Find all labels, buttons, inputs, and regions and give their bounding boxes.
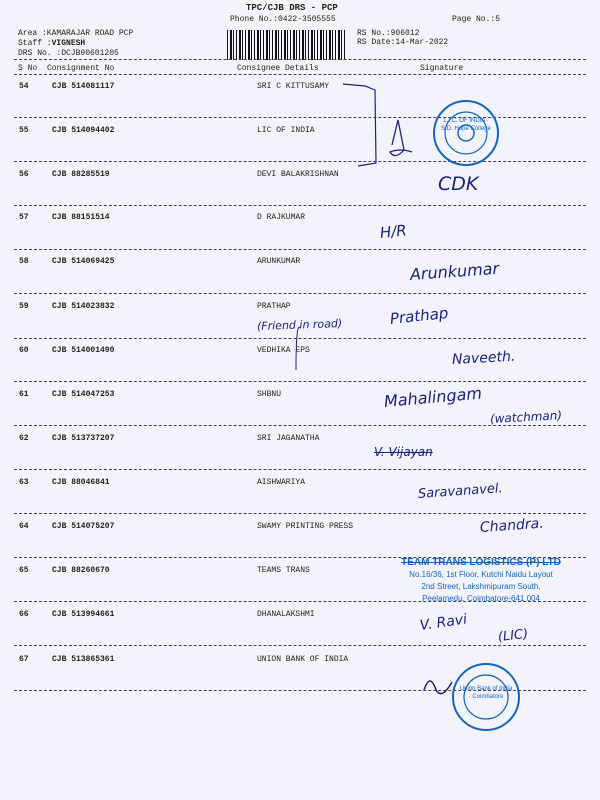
row-sno: 63	[19, 478, 29, 487]
row-consignee: SRI JAGANATHA	[257, 434, 320, 443]
signature-58: Arunkumar	[409, 258, 500, 284]
row-consignment: CJB 514075207	[52, 522, 115, 531]
area-field: Area :KAMARAJAR ROAD PCP	[18, 29, 134, 38]
row-consignee: SRI C KITTUSAMY	[257, 82, 330, 91]
row-consignee: SHBNU	[257, 390, 282, 399]
row-sno: 66	[19, 610, 29, 619]
row-consignee: LIC OF INDIA	[257, 126, 315, 135]
row-consignment: CJB 514001490	[52, 346, 115, 355]
row-consignment: CJB 514069425	[52, 257, 115, 266]
row-consignment: CJB 88151514	[52, 213, 110, 222]
staff-label: Staff :	[18, 39, 52, 48]
row-consignee: PRATHAP	[257, 302, 291, 311]
row-consignment: CJB 88046841	[52, 478, 110, 487]
row-sno: 67	[19, 655, 29, 664]
row-consignment: CJB 514023832	[52, 302, 115, 311]
row-sno: 59	[19, 302, 29, 311]
phone-number: Phone No.:0422-3505555	[230, 15, 336, 24]
row-consignment: CJB 514047253	[52, 390, 115, 399]
row-consignment: CJB 514081117	[52, 82, 115, 91]
signature-59-note: (Friend in road)	[256, 317, 343, 333]
signature-61-note: (watchman)	[489, 408, 563, 426]
col-header-consignee: Consignee Details	[237, 64, 319, 73]
row-consignment: CJB 513737207	[52, 434, 115, 443]
signature-stroke	[296, 327, 300, 370]
signature-mark	[424, 681, 452, 694]
row-consignee: AISHWARIYA	[257, 478, 306, 487]
row-sno: 57	[19, 213, 29, 222]
row-consignee: DHANALAKSHMI	[257, 610, 315, 619]
signature-bracket	[343, 84, 376, 166]
rs-number: RS No.:906012	[357, 29, 420, 38]
row-sno: 56	[19, 170, 29, 179]
row-consignee: DEVI BALAKRISHNAN	[257, 170, 339, 179]
page-number: Page No.:5	[452, 15, 501, 24]
row-sno: 61	[19, 390, 29, 399]
signature-56: CDK	[438, 173, 479, 195]
signature-60: Naveeth.	[451, 348, 516, 368]
row-consignee: TEAMS TRANS	[257, 566, 310, 575]
row-sno: 54	[19, 82, 29, 91]
row-sno: 60	[19, 346, 29, 355]
row-consignee: SWAMY PRINTING PRESS	[257, 522, 354, 531]
company-stamp-address-2: 2nd Street, Lakshmipuram South,	[421, 582, 541, 591]
row-consignment: CJB 88260670	[52, 566, 110, 575]
signature-63: Saravanavel.	[417, 481, 504, 502]
row-consignment: CJB 513865361	[52, 655, 115, 664]
signature-66-note: (LIC)	[497, 626, 529, 645]
signature-62: V. Vijayan	[374, 445, 433, 459]
bank-stamp-text: Union Bank of India · Coimbatore	[459, 686, 513, 700]
drs-number: DRS No. :DCJB90601205	[18, 49, 119, 58]
signature-64: Chandra.	[479, 515, 545, 536]
row-sno: 62	[19, 434, 29, 443]
company-stamp-address-3: Peelamedu, Coimbatore-641 004	[422, 594, 540, 603]
row-sno: 55	[19, 126, 29, 135]
lic-stamp-outer	[434, 101, 498, 165]
row-consignee: VEDHIKA EPS	[257, 346, 310, 355]
col-header-sno: S No	[18, 64, 38, 73]
row-consignee: ARUNKUMAR	[257, 257, 301, 266]
row-consignee: UNION BANK OF INDIA	[257, 655, 349, 664]
signature-mark	[390, 120, 412, 156]
row-consignment: CJB 88285519	[52, 170, 110, 179]
signature-61: Mahalingam	[383, 383, 483, 411]
row-consignment: CJB 513994661	[52, 610, 115, 619]
lic-stamp-text: L.I.C. OF INDIA · S.D. Hope College	[441, 118, 491, 132]
row-consignment: CJB 514094402	[52, 126, 115, 135]
report-title: TPC/CJB DRS - PCP	[246, 3, 338, 13]
company-stamp-name: TEAM TRANS LOGISTICS (P) LTD	[401, 557, 561, 568]
row-sno: 58	[19, 257, 29, 266]
signature-57: H/R	[379, 221, 408, 242]
staff-value: VIGNESH	[51, 39, 86, 48]
signature-66: V. Ravi	[418, 611, 469, 634]
rs-date: RS Date:14-Mar-2022	[357, 38, 449, 47]
row-consignee: D RAJKUMAR	[257, 213, 306, 222]
row-sno: 64	[19, 522, 29, 531]
company-stamp-address-1: No.16/36, 1st Floor, Kutchi Naidu Layout	[409, 570, 553, 579]
col-header-signature: Signature	[420, 64, 464, 73]
row-sno: 65	[19, 566, 29, 575]
signature-59: Prathap	[389, 303, 450, 328]
col-header-consignment: Consignment No	[47, 64, 115, 73]
